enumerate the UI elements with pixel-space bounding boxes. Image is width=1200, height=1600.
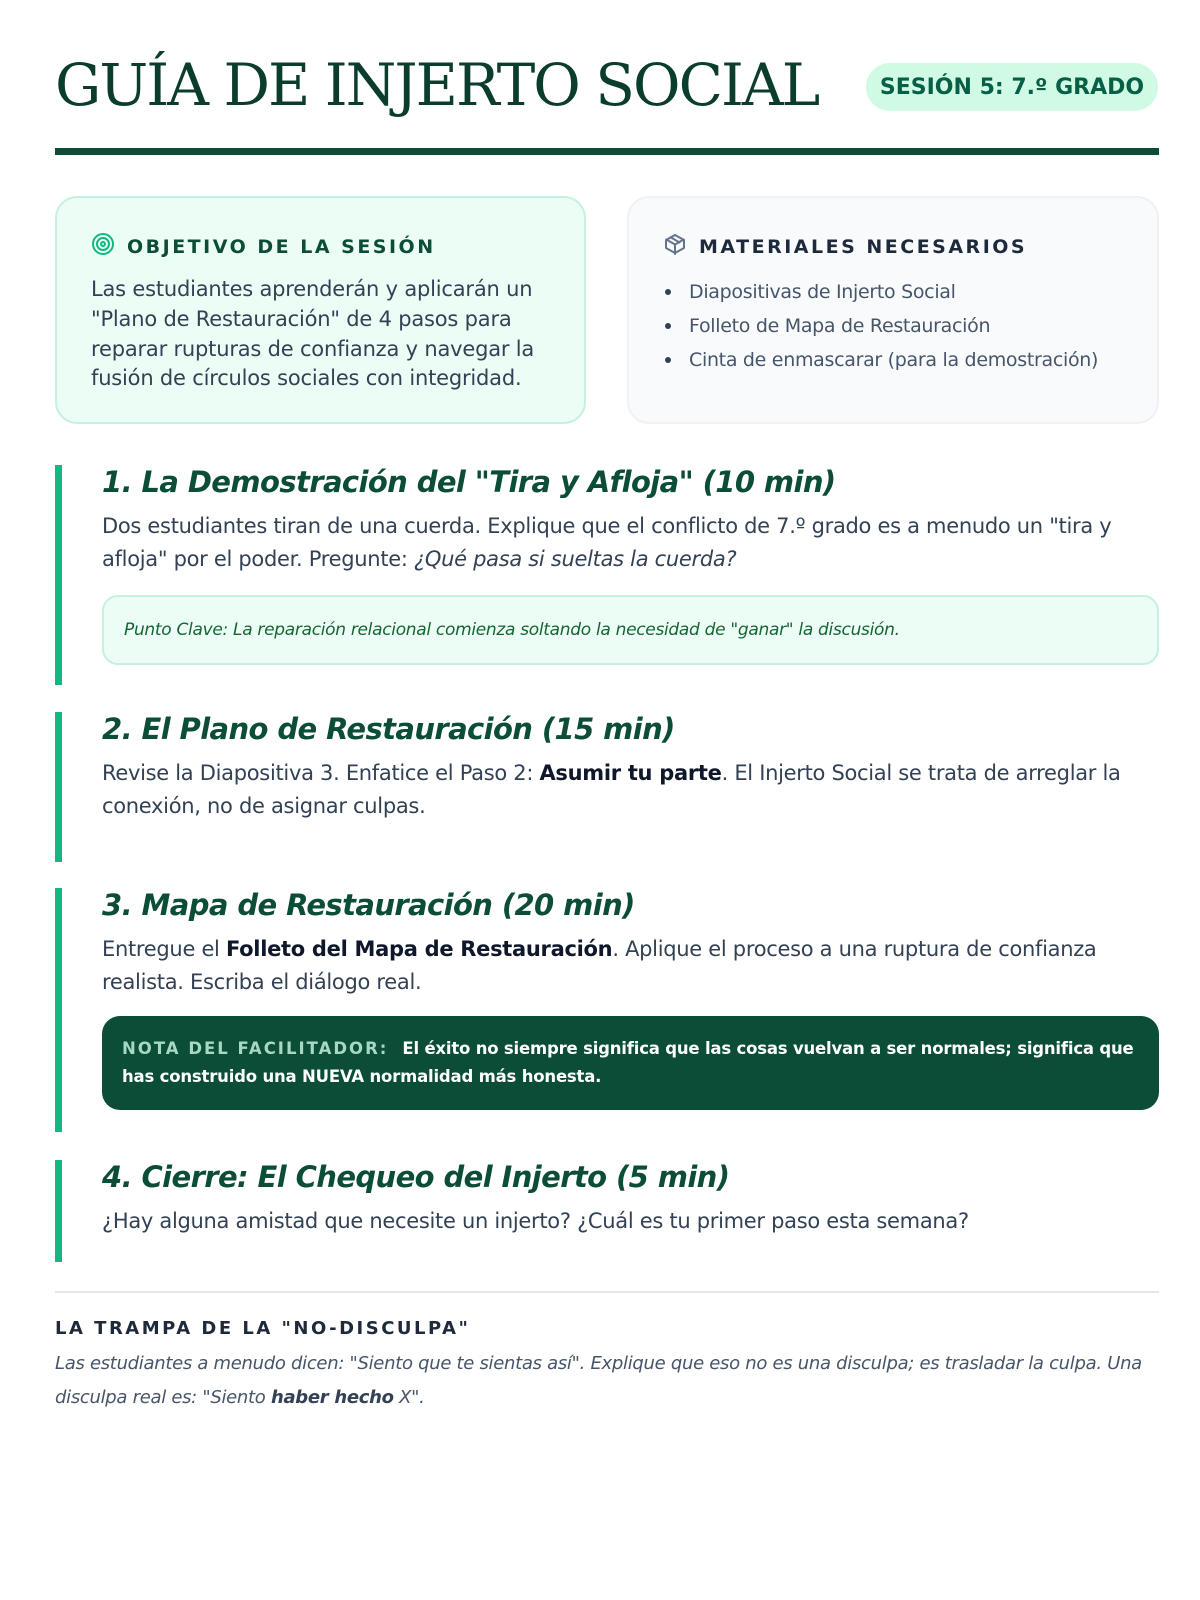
materials-item: Cinta de enmascarar (para la demostración) <box>663 343 1123 377</box>
materials-header <box>663 232 1123 261</box>
section-1 <box>55 465 1159 685</box>
trap-text-end: X". <box>393 1387 425 1409</box>
section-3-body <box>102 933 1159 1000</box>
section-1-title: 1. La Demostración del "Tira y Afloja" (10 min) <box>102 465 836 499</box>
facilitator-note-text: El éxito no siempre significa que las cosas vuelvan a ser normales; significa que has construido una NUEVA normalidad más honesta. <box>122 1038 1134 1087</box>
target-icon <box>91 232 115 261</box>
trap-text <box>55 1347 1159 1415</box>
section-4 <box>55 1160 1159 1262</box>
section-4-title: 4. Cierre: El Chequeo del Injerto (5 min) <box>102 1160 730 1194</box>
page-title: GUÍA DE INJERTO SOCIAL <box>55 51 819 119</box>
section-3-emphasis: Folleto del Mapa de Restauración <box>225 936 613 961</box>
no-apology-trap <box>55 1318 1159 1415</box>
objective-text: Las estudiantes aprenderán y aplicarán un "Plano de Restauración" de 4 pasos para reparar rupturas de confianza y navegar la fusión de círculos sociales con integridad. <box>91 277 535 391</box>
section-2-title: 2. El Plano de Restauración (15 min) <box>102 712 675 746</box>
section-4-body: ¿Hay alguna amistad que necesite un injerto? ¿Cuál es tu primer paso esta semana? <box>102 1208 969 1233</box>
box-icon <box>663 232 687 261</box>
section-2-text-end: . El Injerto Social se trata de arreglar la conexión, no de asignar culpas. <box>102 760 1121 819</box>
facilitator-note <box>102 1016 1159 1110</box>
section-1-text: Dos estudiantes tiran de una cuerda. Explique que el conflicto de 7.º grado es a menudo un "tira y afloja" por el poder. Pregunte: <box>102 513 1112 572</box>
materials-card <box>627 196 1159 424</box>
key-point-callout: Punto Clave: La reparación relacional comienza soltando la necesidad de "ganar" la discusión. <box>102 595 1159 665</box>
footer-divider <box>55 1291 1159 1293</box>
section-2-emphasis: Asumir tu parte <box>539 760 722 785</box>
materials-list <box>663 275 1123 377</box>
materials-title: MATERIALES NECESARIOS <box>699 235 1028 258</box>
section-2-body <box>102 757 1159 824</box>
objective-title: OBJETIVO DE LA SESIÓN <box>127 235 436 258</box>
section-3-text: Entregue el <box>102 936 226 961</box>
objective-card <box>55 196 586 424</box>
materials-item: Diapositivas de Injerto Social <box>663 275 1123 309</box>
section-1-question: ¿Qué pasa si sueltas la cuerda? <box>414 547 737 572</box>
trap-title: LA TRAMPA DE LA "NO-DISCULPA" <box>55 1318 471 1339</box>
section-3-text-end: . Aplique el proceso a una ruptura de confianza realista. Escriba el diálogo real. <box>102 936 1097 995</box>
section-2-text: Revise la Diapositiva 3. Enfatice el Paso 2: <box>102 760 540 785</box>
section-3-title: 3. Mapa de Restauración (20 min) <box>102 888 635 922</box>
header-divider <box>55 148 1159 155</box>
objective-header <box>91 232 550 261</box>
materials-item: Folleto de Mapa de Restauración <box>663 309 1123 343</box>
section-2 <box>55 712 1159 862</box>
trap-emphasis: haber hecho <box>270 1387 394 1409</box>
section-1-body <box>102 510 1159 577</box>
facilitator-note-label: NOTA DEL FACILITADOR: <box>122 1038 389 1058</box>
session-badge: SESIÓN 5: 7.º GRADO <box>866 63 1158 111</box>
section-3 <box>55 888 1159 1132</box>
trap-text-start: Las estudiantes a menudo dicen: "Siento que te sientas así". Explique que eso no es una disculpa; es trasladar la culpa. Una disculpa real es: "Siento <box>55 1353 1142 1409</box>
